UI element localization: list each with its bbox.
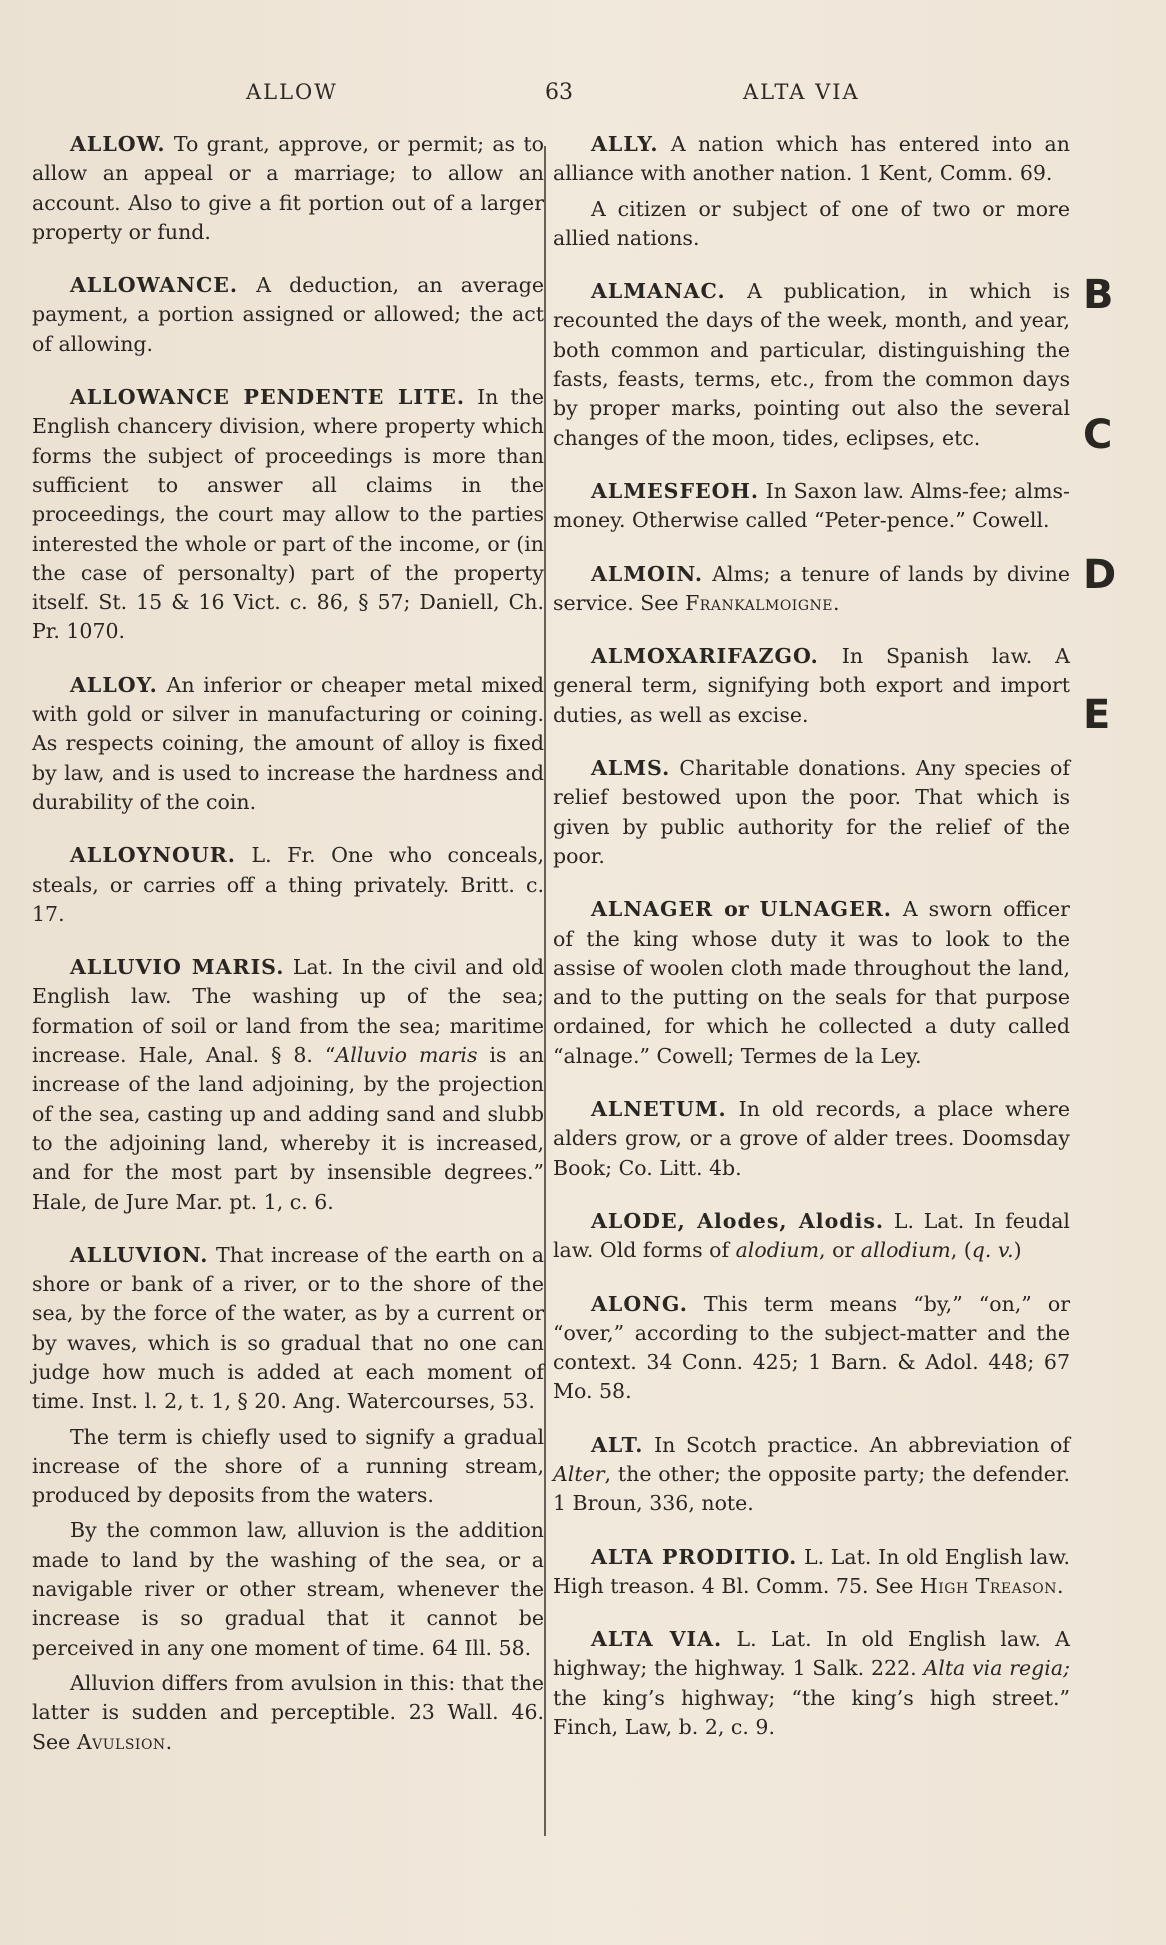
thumb-tab-b: B: [1083, 272, 1114, 318]
definition-para: By the common law, alluvion is the addition made to land by the washing of the sea, or a navigable river or other stream, whenever the increase is so gradual that it cannot be perceived in any one moment of time. 64 Ill. 58.: [32, 1518, 544, 1660]
definition: L. Lat. In old English law. High treason. 4 Bl. Comm. 75. See: [553, 1544, 1070, 1598]
definition-cont: , (: [950, 1238, 972, 1263]
entry-allowance-pendente-lite: [32, 383, 544, 647]
entry-alloy: [32, 671, 544, 817]
entry-alta-proditio: [553, 1543, 1070, 1602]
definition: In the English chancery division, where property which forms the subject of proceedings is more than sufficient to answer all claims in the proceedings, the court may allow to the parties interested the whole or part of the income, or (in the case of personalty) part of the property itself. St. 15 & 16 Vict. c. 86, § 57; Daniell, Ch. Pr. 1070.: [32, 385, 544, 644]
headword: ALLY.: [591, 132, 659, 156]
latin-term: Alluvio maris: [335, 1043, 478, 1068]
headword: ALNAGER: [591, 897, 714, 922]
headword: ALLOWANCE.: [70, 273, 239, 298]
definition: Lat. In the civil and old English law. The washing up of the sea; formation of soil or land from the sea; maritime increase. Hale, Anal. § 8. “: [32, 955, 544, 1068]
entry-alloynour: [32, 841, 544, 929]
entry-alnetum: [553, 1095, 1070, 1183]
entry-almoxarifazgo: [553, 642, 1070, 730]
definition: To grant, approve, or permit; as to allow an appeal or a marriage; to allow an account. Also to give a fit portion out of a larger property or fund.: [32, 132, 544, 244]
cross-reference: Avulsion.: [76, 1729, 173, 1754]
entry-almesfeoh: [553, 477, 1070, 536]
thumb-tab-c: C: [1083, 412, 1113, 458]
entry-alluvio-maris: [32, 953, 544, 1217]
definition: L. Lat. In old English law. A highway; the highway. 1 Salk. 222.: [553, 1627, 1070, 1681]
entry-along: [553, 1290, 1070, 1407]
definition: Alms; a tenure of lands by divine service. See: [553, 561, 1070, 615]
headword: ALNETUM.: [591, 1097, 727, 1122]
definition-para: Alluvion differs from avulsion in this: that the latter is sudden and perceptible. 23 Wall. 46. See: [32, 1670, 544, 1754]
definition: In Spanish law. A general term, signifying both export and import duties, as well as excise.: [553, 644, 1070, 727]
cross-reference: High Treason.: [919, 1573, 1065, 1598]
left-column: [32, 130, 544, 1781]
headword: ALONG.: [591, 1291, 688, 1316]
cross-reference: Frankalmoigne.: [685, 590, 840, 615]
latin-term: Alta via regia;: [923, 1656, 1070, 1681]
headword: ALLOYNOUR.: [70, 843, 236, 868]
entry-almanac: [553, 277, 1070, 453]
definition-cont: the king’s highway; “the king’s high street.” Finch, Law, b. 2, c. 9.: [553, 1685, 1070, 1740]
definition: That increase of the earth on a shore or bank of a river, or to the shore of the sea, by the force of the water, as by a current or by waves, which is so gradual that no one can judge how much is added at each moment of time. Inst. l. 2, t. 1, § 20. Ang. Watercourses, 53.: [32, 1242, 544, 1414]
definition: In old records, a place where alders grow, or a grove of alder trees. Doomsday Book; Co. Litt. 4b.: [553, 1097, 1070, 1180]
definition: This term means “by,” “on,” or “over,” according to the subject-matter and the context. 34 Conn. 425; 1 Barn. & Adol. 448; 67 Mo. 58.: [553, 1291, 1070, 1404]
headword: ALODE, Alodes, Alodis.: [591, 1208, 885, 1233]
headword: ALLUVION.: [70, 1242, 209, 1267]
definition: In Saxon law. Alms-fee; alms-money. Otherwise called “Peter-pence.” Cowell.: [553, 478, 1070, 533]
definition: A deduction, an average payment, a portion assigned or allowed; the act of allowing.: [32, 273, 544, 356]
latin-term: Alter: [553, 1461, 605, 1486]
entry-ally: [553, 130, 1070, 253]
definition: An inferior or cheaper metal mixed with gold or silver in manufacturing or coining. As respects coining, the amount of alloy is fixed by law, and is used to increase the hardness and durability of the coin.: [32, 672, 544, 814]
headword: ALMS.: [591, 756, 671, 781]
definition-cont: ): [1013, 1238, 1022, 1263]
definition-cont: , the other; the opposite party; the defender. 1 Broun, 336, note.: [553, 1461, 1070, 1516]
headword: ALTA PRODITIO.: [591, 1544, 798, 1569]
thumb-tab-e: E: [1083, 692, 1111, 738]
right-column: [553, 130, 1070, 1766]
definition-cont: is an increase of the land adjoining, by the projection of the sea, casting up and adding sand and slubb to the adjoining land, whereby it is increased, and for the most part by insensible degrees.” Hale, de Jure Mar. pt. 1, c. 6.: [32, 1043, 544, 1214]
headword: ALLUVIO MARIS.: [70, 955, 285, 980]
headword-connector: or: [724, 897, 749, 922]
headword: ALLOW.: [70, 132, 166, 156]
entry-allowance: [32, 271, 544, 359]
headword: ALMOIN.: [591, 561, 704, 586]
headword: ALMANAC.: [591, 279, 726, 304]
definition: L. Fr. One who conceals, steals, or carries off a thing privately. Britt. c. 17.: [32, 843, 544, 926]
definition-cont: , or: [819, 1238, 861, 1263]
definition: In Scotch practice. An abbreviation of: [654, 1432, 1070, 1457]
headword-alt: ULNAGER.: [759, 897, 892, 922]
page-number: 63: [545, 80, 573, 105]
definition: Charitable donations. Any species of relief bestowed upon the poor. That which is given by public authority for the relief of the poor.: [553, 756, 1070, 868]
definition-para: A citizen or subject of one of two or more allied nations.: [553, 196, 1070, 250]
entry-alluvion: [32, 1241, 544, 1757]
headword: ALMESFEOH.: [591, 478, 759, 503]
definition: A sworn officer of the king whose duty it was to look to the assise of woolen cloth made throughout the land, and to the putting on the seals for that purpose ordained, for which he collected a duty called “alnage.” Cowell; Termes de la Ley.: [553, 897, 1070, 1068]
running-head-right: ALTA VIA: [743, 80, 860, 104]
entry-alode: [553, 1207, 1070, 1266]
definition: A nation which has entered into an alliance with another nation. 1 Kent, Comm. 69.: [553, 132, 1070, 186]
entry-alnager: [553, 895, 1070, 1071]
entry-alta-via: [553, 1625, 1070, 1742]
entry-alt: [553, 1431, 1070, 1519]
headword: ALMOXARIFAZGO.: [591, 644, 819, 669]
headword: ALLOY.: [70, 672, 158, 697]
latin-term: q. v.: [971, 1238, 1014, 1263]
headword: ALT.: [591, 1432, 644, 1457]
column-divider: [544, 146, 546, 1836]
definition: A publication, in which is recounted the days of the week, month, and year, both common and particular, distinguishing the fasts, feasts, terms, etc., from the common days by proper marks, pointing out also the several changes of the moon, tides, eclipses, etc.: [553, 279, 1070, 450]
headword: ALLOWANCE PENDENTE LITE.: [70, 385, 466, 410]
thumb-tab-d: D: [1083, 552, 1117, 598]
definition-para: The term is chiefly used to signify a gradual increase of the shore of a running stream, produced by deposits from the waters.: [32, 1424, 544, 1508]
headword: ALTA VIA.: [591, 1627, 723, 1652]
running-head-left: ALLOW: [246, 80, 338, 104]
latin-term: alodium: [735, 1238, 820, 1263]
entry-allow: [32, 130, 544, 247]
entry-almoin: [553, 560, 1070, 619]
definition: L. Lat. In feudal law. Old forms of: [553, 1208, 1070, 1263]
latin-term: allodium: [860, 1238, 951, 1263]
entry-alms: [553, 754, 1070, 871]
